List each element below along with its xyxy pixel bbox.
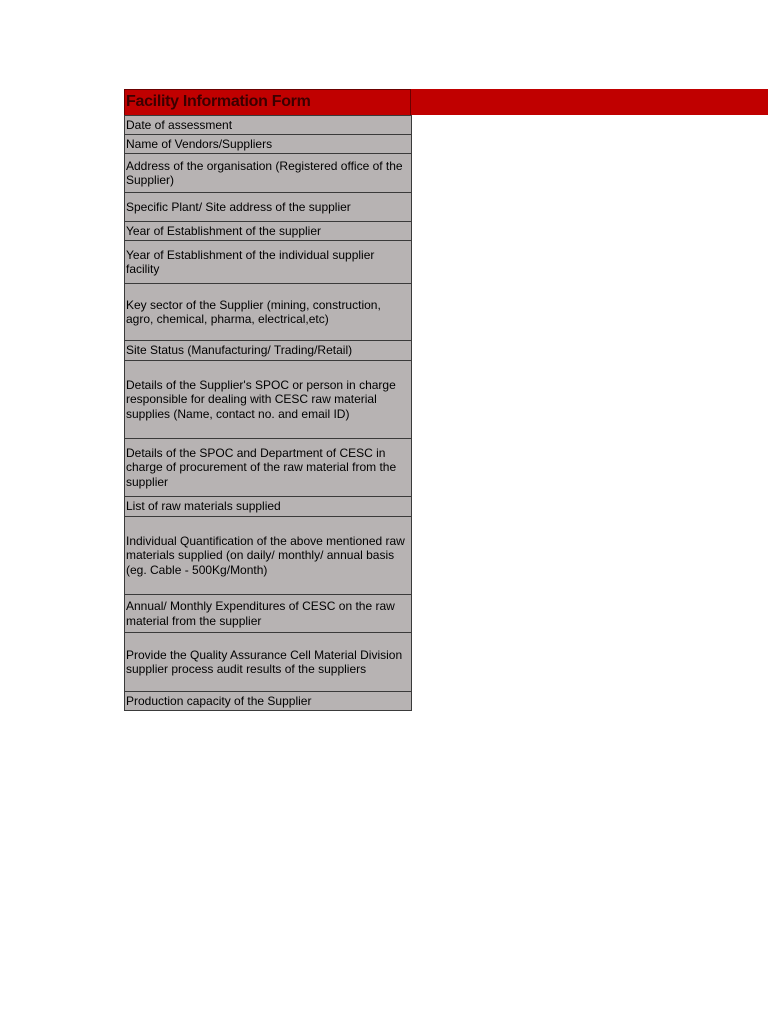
row-date-of-assessment — [125, 115, 411, 135]
row-label: Address of the organisation (Registered office of the Supplier) — [126, 158, 403, 187]
row-label: Specific Plant/ Site address of the supplier — [126, 199, 351, 214]
row-label: Date of assessment — [126, 117, 233, 132]
row-vendor-name — [125, 135, 411, 154]
form-table — [124, 115, 412, 711]
row-label: Annual/ Monthly Expenditures of CESC on the raw material from the supplier — [126, 599, 395, 628]
row-label: List of raw materials supplied — [126, 499, 281, 514]
row-quantification — [125, 517, 411, 595]
row-cesc-spoc — [125, 439, 411, 497]
row-label: Individual Quantification of the above mentioned raw materials supplied (on daily/ monthly/ annual basis (eg. Cable - 500Kg/Month) — [126, 533, 405, 577]
row-quality-assurance — [125, 633, 411, 692]
row-key-sector — [125, 284, 411, 341]
row-raw-materials — [125, 497, 411, 517]
form-title: Facility Information Form — [126, 93, 311, 110]
row-establishment-year — [125, 222, 411, 241]
row-site-status — [125, 341, 411, 361]
row-organisation-address — [125, 154, 411, 193]
row-label: Year of Establishment of the individual supplier facility — [126, 247, 375, 276]
row-supplier-spoc — [125, 361, 411, 439]
row-facility-establishment-year — [125, 241, 411, 284]
row-label: Site Status (Manufacturing/ Trading/Retail) — [126, 343, 353, 358]
row-label: Key sector of the Supplier (mining, construction, agro, chemical, pharma, electrical,etc) — [126, 297, 381, 326]
row-label: Name of Vendors/Suppliers — [126, 136, 273, 151]
row-label: Details of the Supplier's SPOC or person in charge responsible for dealing with CESC raw material supplies (Name, contact no. and email ID) — [126, 377, 396, 421]
row-label: Details of the SPOC and Department of CESC in charge of procurement of the raw material from the supplier — [126, 445, 397, 489]
row-label: Provide the Quality Assurance Cell Material Division supplier process audit results of the suppliers — [126, 647, 403, 676]
row-expenditures — [125, 595, 411, 633]
row-label: Production capacity of the Supplier — [126, 693, 312, 708]
row-site-address — [125, 193, 411, 222]
row-label: Year of Establishment of the supplier — [126, 223, 322, 238]
row-production-capacity — [125, 692, 411, 711]
